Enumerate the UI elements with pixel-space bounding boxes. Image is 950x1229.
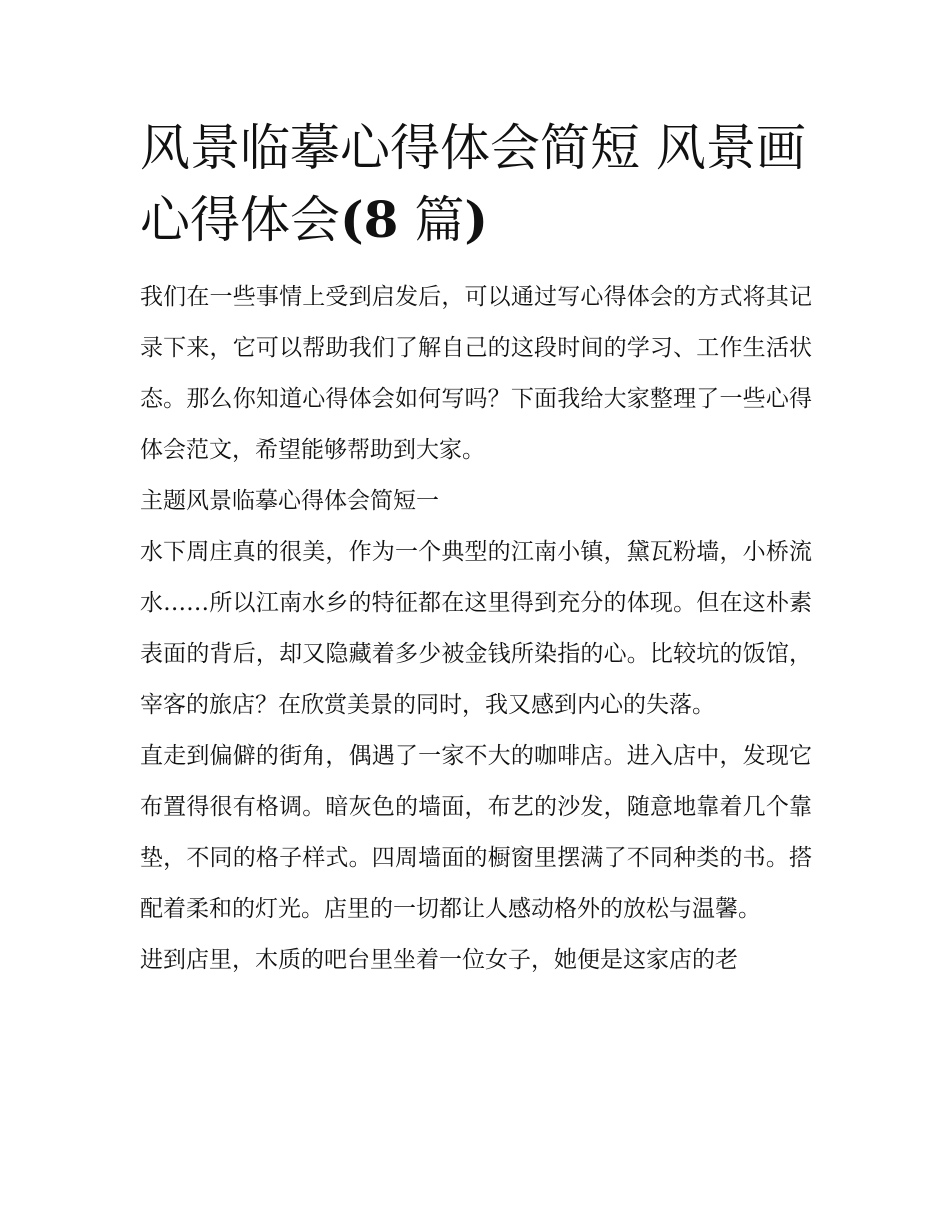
document-body (140, 272, 812, 986)
title-count-open: (8 (340, 190, 399, 249)
title-count-close: ) (464, 190, 489, 249)
section-paragraph-1: 水下周庄真的很美，作为一个典型的江南小镇，黛瓦粉墙，小桥流水……所以江南水乡的特征都在这里得到充分的体现。但在这朴素表面的背后，却又隐藏着多少被金钱所染指的心。比较坑的饭馆，宰客的旅店？在欣赏美景的同时，我又感到内心的失落。 (140, 539, 812, 718)
section-paragraph-3: 进到店里，木质的吧台里坐着一位女子，她便是这家店的老 (140, 947, 738, 973)
section-heading: 主题风景临摹心得体会简短一 (140, 488, 439, 514)
title-text: 风景临摹心得体会简短 风景画心得体会 (140, 119, 806, 249)
document-title (140, 112, 812, 256)
document-page (140, 112, 812, 986)
title-count-unit: 篇 (398, 191, 465, 249)
intro-paragraph: 我们在一些事情上受到启发后，可以通过写心得体会的方式将其记录下来，它可以帮助我们了解自己的这段时间的学习、工作生活状态。那么你知道心得体会如何写吗？下面我给大家整理了一些心得体会范文，希望能够帮助到大家。 (140, 284, 812, 463)
section-paragraph-2: 直走到偏僻的街角，偶遇了一家不大的咖啡店。进入店中，发现它布置得很有格调。暗灰色的墙面，布艺的沙发，随意地靠着几个靠垫，不同的格子样式。四周墙面的橱窗里摆满了不同种类的书。搭配着柔和的灯光。店里的一切都让人感动格外的放松与温馨。 (140, 743, 812, 922)
